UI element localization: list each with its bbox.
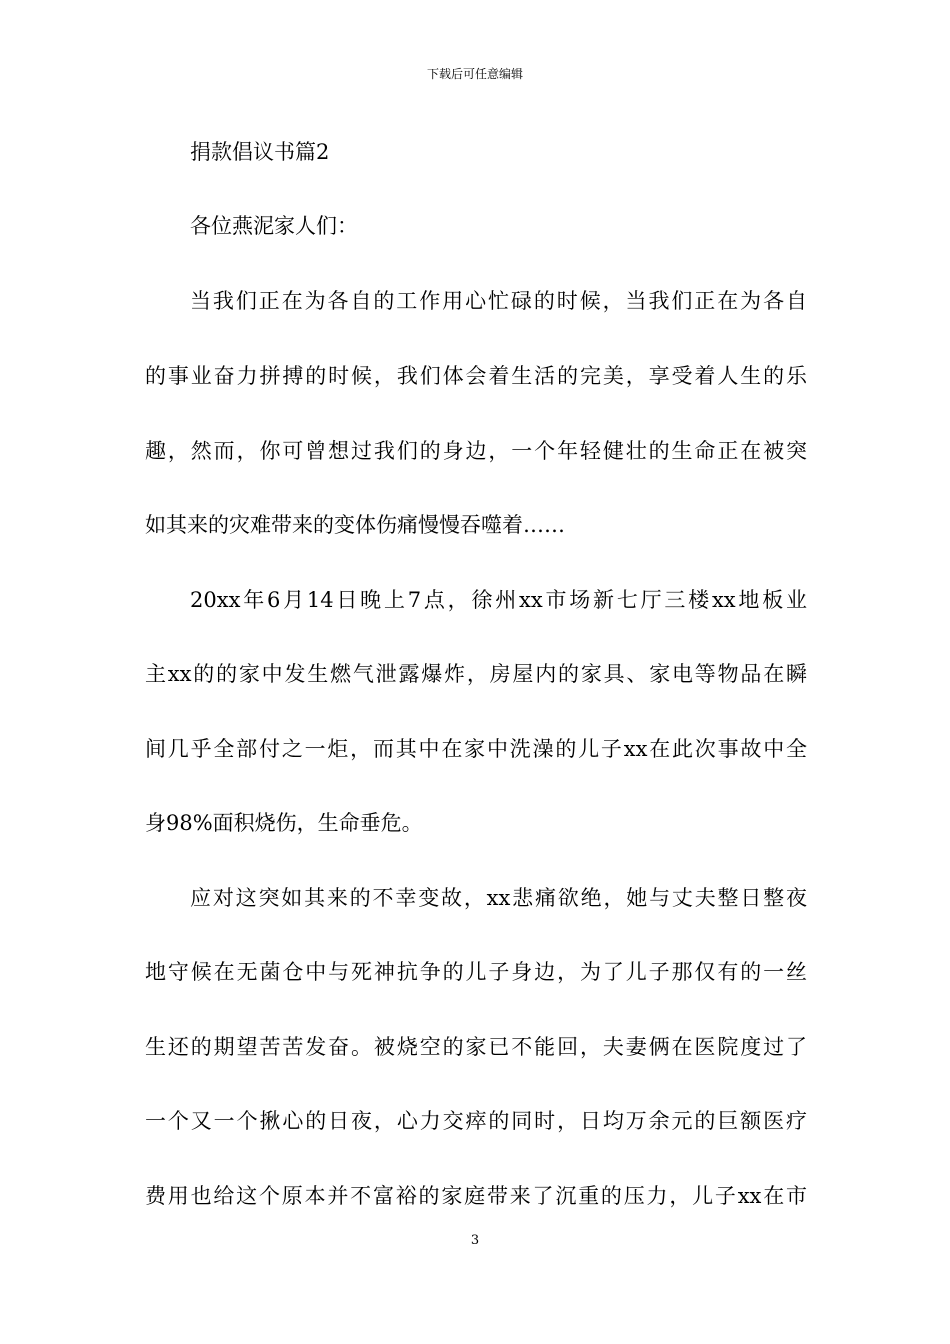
paragraph-line: 如其来的灾难带来的变体伤痛慢慢吞噬着…… [145,513,565,537]
salutation: 各位燕泥家人们： [190,214,358,238]
page-number: 3 [470,1233,480,1248]
document-title: 捐款倡议书篇2 [190,140,330,164]
paragraph-line: 费用也给这个原本并不富裕的家庭带来了沉重的压力，儿子xx在市 [145,1184,807,1208]
paragraph-line: 间几乎全部付之一炬，而其中在家中洗澡的儿子xx在此次事故中全 [145,737,807,761]
paragraph-line: 主xx的的家中发生燃气泄露爆炸，房屋内的家具、家电等物品在瞬 [145,662,807,686]
paragraph-line: 的事业奋力拼搏的时候，我们体会着生活的完美，享受着人生的乐 [145,364,807,388]
paragraph-line: 20xx年6月14日晚上7点，徐州xx市场新七厅三楼xx地板业 [190,588,807,612]
paragraph-line: 身98%面积烧伤，生命垂危。 [145,811,423,835]
paragraph-line: 生还的期望苦苦发奋。被烧空的家已不能回，夫妻俩在医院度过了 [145,1035,807,1059]
paragraph-line: 一个又一个揪心的日夜，心力交瘁的同时，日均万余元的巨额医疗 [145,1109,807,1133]
paragraph-line: 应对这突如其来的不幸变故，xx悲痛欲绝，她与丈夫整日整夜 [190,886,807,910]
paragraph-line: 趣，然而，你可曾想过我们的身边，一个年轻健壮的生命正在被突 [145,439,807,463]
paragraph-line: 地守候在无菌仓中与死神抗争的儿子身边，为了儿子那仅有的一丝 [145,960,807,984]
paragraph-line: 当我们正在为各自的工作用心忙碌的时候，当我们正在为各自 [190,289,807,313]
page-header: 下载后可任意编辑 [426,67,523,81]
